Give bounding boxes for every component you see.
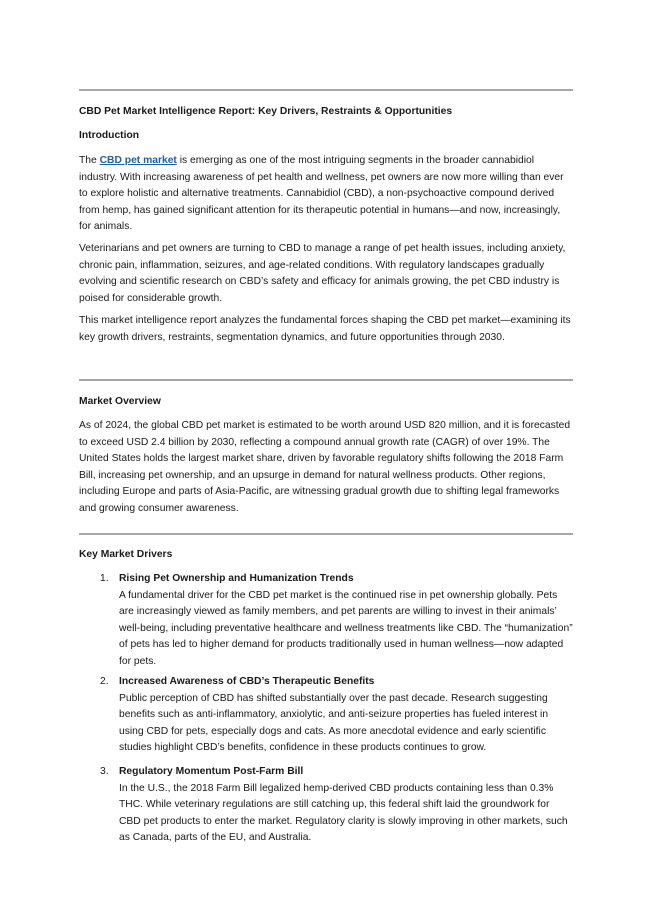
driver-title: Rising Pet Ownership and Humanization Trends xyxy=(119,573,354,584)
divider-overview xyxy=(79,379,573,381)
intro-p2-text: Veterinarians and pet owners are turning to CBD to manage a range of pet health issues, including anxiety, chronic pain, inflammation, seizures, and age-related conditions. With regulatory landscapes gradually evolving and scientific research on CBD’s safety and efficacy for animals growing, the pet CBD industry is poised for considerable growth. xyxy=(79,243,566,304)
overview-paragraph xyxy=(79,418,573,517)
driver-text: A fundamental driver for the CBD pet market is the continued rise in pet ownership globally. Pets are increasingly viewed as family members, and pet parents are willing to invest in their animals’ well-being, including preventative healthcare and wellness treatments like CBD. The “humanization” of pets has led to higher demand for products traditionally used in human wellness—now adapted for pets. xyxy=(119,589,573,667)
divider-drivers xyxy=(79,533,573,535)
overview-heading: Market Overview xyxy=(79,396,161,407)
driver-title: Regulatory Momentum Post-Farm Bill xyxy=(119,766,304,777)
report-title: CBD Pet Market Intelligence Report: Key Drivers, Restraints & Opportunities xyxy=(79,106,453,117)
intro-heading: Introduction xyxy=(79,130,140,141)
intro-p3-text: This market intelligence report analyzes the fundamental forces shaping the CBD pet market—examining its key growth drivers, restraints, segmentation dynamics, and future opportunities through 2030. xyxy=(79,315,571,343)
driver-number: 3. xyxy=(100,766,109,777)
intro-p1-body: is emerging as one of the most intriguing segments in the broader cannabidiol industry. With increasing awareness of pet health and wellness, pet owners are now more willing than ever to explore holistic and alternative treatments. Cannabidiol (CBD), a non-psychoactive compound derived from hemp, has gained significant attention for its therapeutic potential in humans—and now, increasingly, for animals. xyxy=(79,155,564,232)
intro-paragraph-3 xyxy=(79,313,573,346)
driver-number: 1. xyxy=(100,573,109,584)
intro-paragraph-2 xyxy=(79,241,573,307)
cbd-pet-market-link[interactable]: CBD pet market xyxy=(99,155,177,166)
driver-title: Increased Awareness of CBD’s Therapeutic Benefits xyxy=(119,676,375,687)
divider-top xyxy=(79,89,573,91)
overview-p1-text: As of 2024, the global CBD pet market is estimated to be worth around USD 820 million, and it is forecasted to exceed USD 2.4 billion by 2030, reflecting a compound annual growth rate (CAGR) of over 19%. The United States holds the largest market share, driven by favorable regulatory shifts following the 2018 Farm Bill, increasing pet ownership, and an upsurge in demand for natural wellness products. Other regions, including Europe and parts of Asia-Pacific, are witnessing gradual growth due to shifting legal frameworks and growing consumer awareness. xyxy=(79,420,571,514)
intro-p1-prefix: The xyxy=(79,155,100,166)
driver-item-3 xyxy=(79,764,573,848)
driver-number: 2. xyxy=(100,676,109,687)
driver-item-1 xyxy=(79,571,573,671)
driver-text: In the U.S., the 2018 Farm Bill legalized hemp-derived CBD products containing less than 0.3% THC. While veterinary regulations are still catching up, this federal shift laid the groundwork for CBD pet products to enter the market. Regulatory clarity is slowly improving in other markets, such as Canada, parts of the EU, and Australia. xyxy=(119,782,568,843)
driver-text: Public perception of CBD has shifted substantially over the past decade. Research suggesting benefits such as anti-inflammatory, anxiolytic, and anti-seizure properties has fueled interest in using CBD for pets, especially dogs and cats. As more anecdotal evidence and early scientific studies highlight CBD’s benefits, confidence in these products continues to grow. xyxy=(119,692,549,753)
driver-item-2 xyxy=(79,674,573,758)
intro-paragraph-1 xyxy=(79,153,573,236)
drivers-heading: Key Market Drivers xyxy=(79,549,173,560)
